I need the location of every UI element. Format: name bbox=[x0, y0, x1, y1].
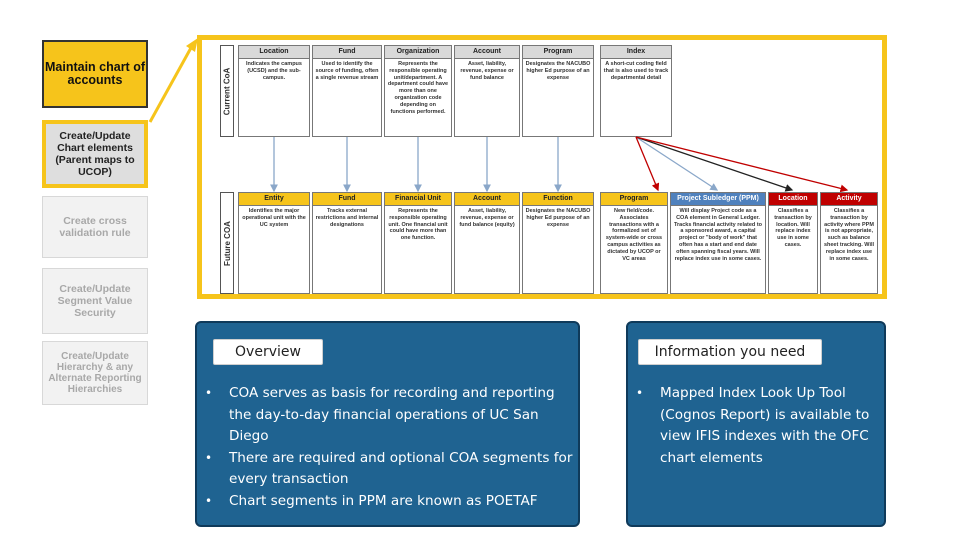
arrow-index-down bbox=[636, 137, 658, 190]
step-label: Create/Update Hierarchy & any Alternate Reporting Hierarchies bbox=[48, 351, 142, 395]
step-hierarchy[interactable] bbox=[42, 341, 148, 405]
information-bullets bbox=[636, 383, 882, 469]
step-segment-value-security[interactable] bbox=[42, 268, 148, 334]
arrow-index-to-location bbox=[636, 137, 792, 190]
step-maintain-chart[interactable] bbox=[42, 40, 148, 108]
future-financial-unit-column: Financial Unit Represents the responsible operating unit. One financial unit could have more than one function. bbox=[384, 192, 452, 294]
information-title: Information you need bbox=[638, 339, 822, 365]
current-organization-column: Organization Represents the responsible operating unit/department. A department could have more than one organization code depending on functions performed. bbox=[384, 45, 452, 137]
future-function-column: Function Designates the NACUBO higher Ed purpose of an expense bbox=[522, 192, 594, 294]
current-program-column: Program Designates the NACUBO higher Ed purpose of an expense bbox=[522, 45, 594, 137]
step-create-update-chart-elements[interactable] bbox=[42, 120, 148, 188]
current-account-column: Account Asset, liability, revenue, expense or fund balance bbox=[454, 45, 520, 137]
information-you-need-panel bbox=[626, 321, 886, 527]
list-item: • Chart segments in PPM are known as POETAF bbox=[205, 491, 575, 513]
current-location-column: Location Indicates the campus (UCSD) and the sub-campus. bbox=[238, 45, 310, 137]
future-activity-column: Activity Classifies a transaction by activity where PPM is not appropriate, such as balance sheet tracking. Will replace index use in some cases. bbox=[820, 192, 878, 294]
future-project-subledger-column: Project Subledger (PPM) Will display Project code as a COA element in General Ledger. Tracks financial activity related to a sponsored award, a capital project or "body of work" that often has a start and end date often spanning fiscal years. Will replace index use in some cases. bbox=[670, 192, 766, 294]
step-label: Maintain chart of accounts bbox=[44, 60, 145, 87]
list-item: • There are required and optional COA segments for every transaction bbox=[205, 448, 575, 491]
arrow-index-to-activity bbox=[636, 137, 847, 190]
list-item: • Mapped Index Look Up Tool (Cognos Report) is available to view IFIS indexes with the OFC chart elements bbox=[636, 383, 882, 469]
future-coa-label: Future COA bbox=[220, 192, 234, 294]
current-index-column: Index A short-cut coding field that is also used to track departmental detail bbox=[600, 45, 672, 137]
connector-arrow bbox=[148, 36, 200, 126]
overview-panel bbox=[195, 321, 580, 527]
coa-comparison-panel bbox=[197, 35, 887, 299]
arrow-index-to-ppm bbox=[636, 137, 717, 190]
current-fund-column: Fund Used to identify the source of funding, often a single revenue stream bbox=[312, 45, 382, 137]
future-entity-column: Entity Identifies the major operational unit with the UC system bbox=[238, 192, 310, 294]
overview-bullets bbox=[205, 383, 575, 513]
future-fund-column: Fund Tracks external restrictions and internal designations bbox=[312, 192, 382, 294]
overview-title: Overview bbox=[213, 339, 323, 365]
step-cross-validation-rule[interactable] bbox=[42, 196, 148, 258]
current-coa-label: Current CoA bbox=[220, 45, 234, 137]
list-item: • COA serves as basis for recording and reporting the day-to-day financial operations of UC San Diego bbox=[205, 383, 575, 448]
future-location-column: Location Classifies a transaction by location. Will replace index use in some cases. bbox=[768, 192, 818, 294]
future-program-column: Program New field/code. Associates transactions with a formalized set of system-wide or cross campus activities as dictated by UCOP or VC areas bbox=[600, 192, 668, 294]
step-label: Create/Update Chart elements (Parent maps to UCOP) bbox=[55, 130, 135, 178]
step-label: Create cross validation rule bbox=[59, 215, 131, 239]
future-account-column: Account Asset, liability, revenue, expense or fund balance (equity) bbox=[454, 192, 520, 294]
step-label: Create/Update Segment Value Security bbox=[57, 283, 133, 319]
